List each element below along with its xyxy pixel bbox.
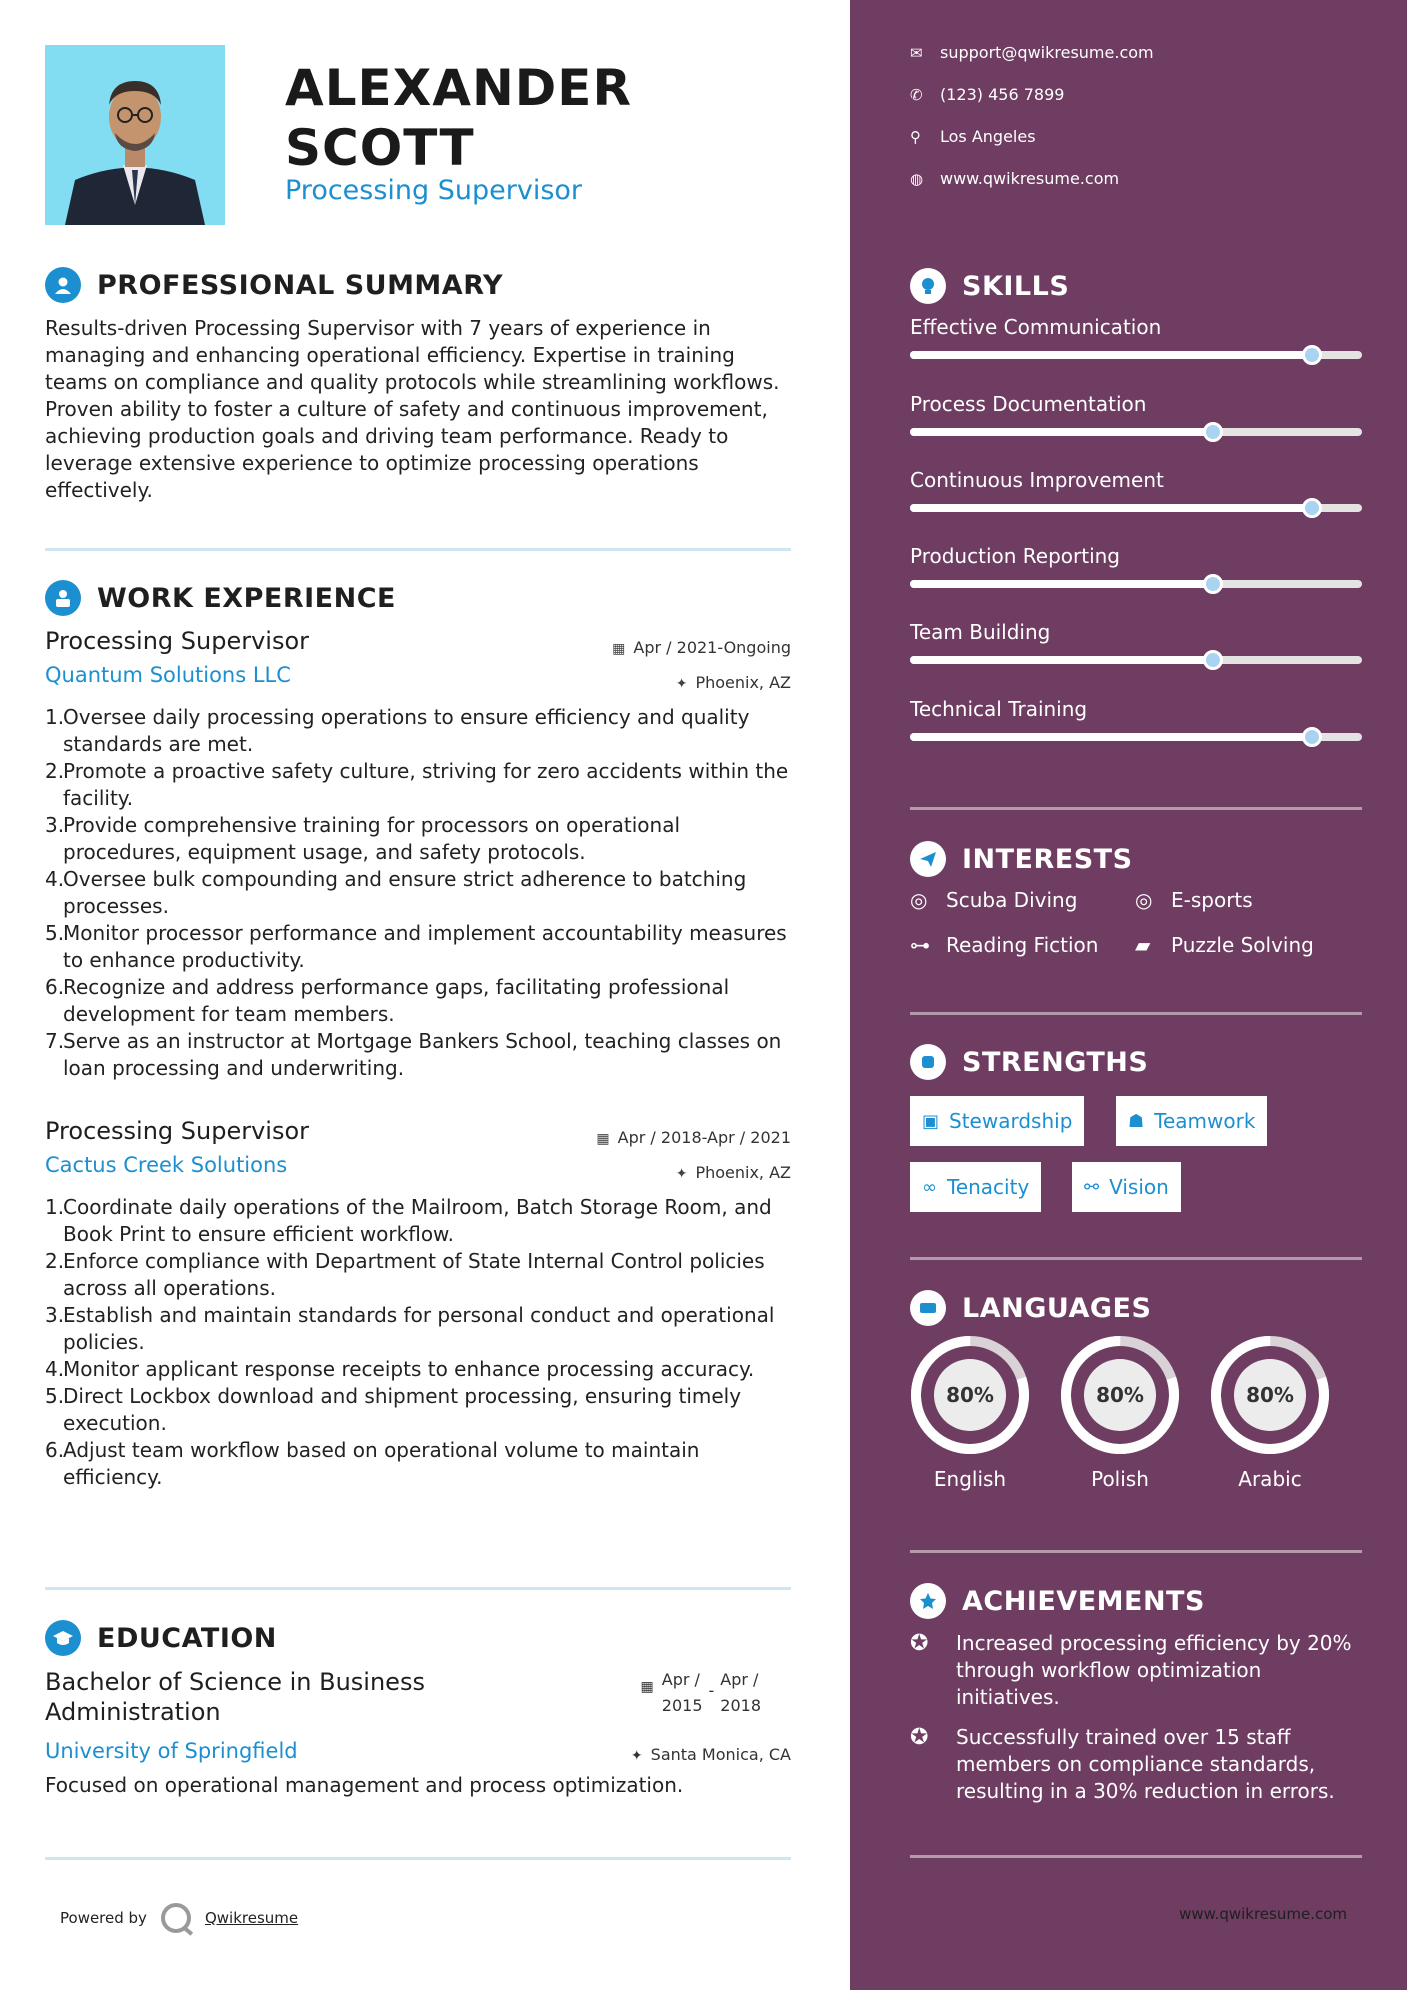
job-location: Phoenix, AZ (695, 1163, 791, 1182)
contact-website (910, 169, 1119, 188)
powered-by (60, 1903, 298, 1933)
contact-phone (910, 85, 1064, 104)
skill-bar (910, 351, 1362, 359)
job-dates: Apr / 2021-Ongoing (633, 638, 791, 657)
skill-item (910, 697, 1362, 741)
interests-heading: INTERESTS (962, 843, 1133, 875)
skill-bar (910, 504, 1362, 512)
skill-bar-knob (1302, 498, 1322, 518)
language-percent: 80% (946, 1383, 994, 1407)
language-name: English (933, 1467, 1007, 1491)
pin-icon: ✦ (675, 676, 688, 692)
start-month: Apr / (661, 1670, 700, 1689)
skill-bar-knob (1203, 650, 1223, 670)
achievement-item (910, 1630, 1362, 1711)
sidebar (850, 0, 1407, 1990)
skill-name: Technical Training (910, 697, 1088, 721)
skill-bar (910, 580, 1362, 588)
education-dates (641, 1667, 761, 1719)
language-item (910, 1335, 1030, 1491)
star-icon: ✪ (910, 1725, 929, 1750)
interests-section-header (910, 841, 1133, 877)
user-icon (45, 267, 81, 303)
list-item: 6. Adjust team workflow based on operational volume to maintain efficiency. (45, 1438, 700, 1489)
language-ring (1060, 1335, 1180, 1455)
skill-bar (910, 428, 1362, 436)
achievement-text: Successfully trained over 15 staff members on compliance standards, resulting in a 30% reduction in errors. (956, 1725, 1335, 1803)
section-divider (910, 1257, 1362, 1260)
list-item: 4. Oversee bulk compounding and ensure strict adherence to batching processes. (45, 867, 747, 918)
lightbulb-icon (910, 268, 946, 304)
candidate-name: ALEXANDER SCOTT (285, 59, 632, 177)
list-item: 1. Coordinate daily operations of the Mailroom, Batch Storage Room, and Book Print to ensure efficient workflow. (45, 1195, 772, 1246)
skill-bar-fill (910, 504, 1312, 512)
list-item: 6. Recognize and address performance gaps, facilitating professional development for team members. (45, 975, 730, 1026)
calendar-icon: ▦ (640, 1679, 654, 1695)
interest-item (910, 933, 1098, 957)
powered-by-label: Powered by (60, 1909, 147, 1927)
section-divider (45, 1857, 791, 1860)
skill-bar-fill (910, 656, 1213, 664)
education-school: University of Springfield (45, 1739, 298, 1763)
strength-chip (910, 1162, 1041, 1212)
skills-section-header (910, 268, 1069, 304)
contact-email (910, 43, 1154, 62)
job-meta (596, 1121, 791, 1191)
star-badge-icon (910, 1583, 946, 1619)
interest-item (1135, 933, 1314, 957)
email-text[interactable]: support@qwikresume.com (940, 43, 1154, 62)
experience-heading: WORK EXPERIENCE (97, 582, 396, 614)
summary-heading: PROFESSIONAL SUMMARY (97, 269, 504, 301)
job-meta (612, 631, 791, 701)
skill-bar-knob (1302, 727, 1322, 747)
education-section-header (45, 1620, 277, 1656)
globe-icon: ◍ (910, 169, 924, 188)
strength-label: Teamwork (1154, 1109, 1256, 1133)
strengths-heading: STRENGTHS (962, 1046, 1149, 1078)
section-divider (45, 548, 791, 551)
job-title: Processing Supervisor (45, 627, 310, 655)
education-description: Focused on operational management and process optimization. (45, 1773, 684, 1797)
education-location: Santa Monica, CA (650, 1745, 791, 1764)
list-item: 2. Enforce compliance with Department of State Internal Control policies across all operations. (45, 1249, 765, 1300)
book-icon: ▰ (1135, 933, 1151, 957)
skill-bar-fill (910, 351, 1312, 359)
list-item: 4. Monitor applicant response receipts to enhance processing accuracy. (45, 1357, 755, 1381)
skill-bar-knob (1203, 422, 1223, 442)
graduation-cap-icon (45, 1620, 81, 1656)
paper-plane-icon (910, 841, 946, 877)
skills-heading: SKILLS (962, 270, 1070, 302)
life-ring-icon: ◎ (910, 888, 928, 912)
skill-bar-knob (1203, 574, 1223, 594)
achievements-section-header (910, 1583, 1205, 1619)
star-icon: ✪ (910, 1631, 929, 1656)
strength-chip (1116, 1096, 1267, 1146)
education-location-row (631, 1745, 791, 1764)
skill-bar (910, 733, 1362, 741)
list-item: 7. Serve as an instructor at Mortgage Bankers School, teaching classes on loan processing and underwriting. (45, 1029, 782, 1080)
pin-icon: ✦ (630, 1748, 643, 1764)
skill-bar (910, 656, 1362, 664)
gamepad-icon: ⊶ (910, 933, 930, 957)
job-title: Processing Supervisor (45, 1117, 310, 1145)
skill-name: Effective Communication (910, 315, 1162, 339)
strength-chip (1072, 1162, 1181, 1212)
section-divider (910, 1012, 1362, 1015)
list-item: 3. Establish and maintain standards for personal conduct and operational policies. (45, 1303, 775, 1354)
section-divider (910, 1855, 1362, 1858)
job-company: Quantum Solutions LLC (45, 663, 291, 687)
skill-name: Continuous Improvement (910, 468, 1164, 492)
qwikresume-link[interactable]: Qwikresume (204, 1909, 299, 1927)
job-bullets (45, 1194, 791, 1491)
phone-text: (123) 456 7899 (940, 85, 1065, 104)
language-name: Arabic (1238, 1467, 1302, 1491)
calendar-icon: ▦ (596, 1131, 610, 1147)
language-ring (1210, 1335, 1330, 1455)
profile-photo (45, 45, 225, 225)
education-heading: EDUCATION (97, 1622, 277, 1654)
skill-item (910, 392, 1362, 436)
interest-label: Scuba Diving (946, 888, 1078, 912)
language-name: Polish (1091, 1467, 1149, 1491)
list-item: 1. Oversee daily processing operations to ensure efficiency and quality standards are met. (45, 705, 750, 756)
interest-label: Puzzle Solving (1171, 933, 1314, 957)
strength-label: Tenacity (947, 1175, 1030, 1199)
job-bullets (45, 704, 791, 1082)
experience-section-header (45, 580, 396, 616)
list-item: 5. Monitor processor performance and implement accountability measures to enhance productivity. (45, 921, 787, 972)
education-entry (45, 1667, 791, 1797)
skill-name: Team Building (910, 620, 1051, 644)
candidate-title: Processing Supervisor (285, 175, 583, 206)
interest-item (1135, 888, 1253, 912)
skill-item (910, 620, 1362, 664)
skill-bar-knob (1302, 345, 1322, 365)
skill-bar-fill (910, 428, 1213, 436)
footer-website[interactable]: www.qwikresume.com (1179, 1905, 1347, 1923)
users-icon: ☗ (1128, 1110, 1145, 1132)
languages-section-header (910, 1290, 1151, 1326)
language-ring (910, 1335, 1030, 1455)
location-text: Los Angeles (940, 127, 1036, 146)
translate-icon (910, 1290, 946, 1326)
job-company: Cactus Creek Solutions (45, 1153, 288, 1177)
fist-icon (910, 1044, 946, 1080)
summary-text: Results-driven Processing Supervisor with 7 years of experience in managing and enhancing operational efficiency. Expertise in training teams on compliance and quality protocols while streamlining workflows. Proven ability to foster a culture of safety and continuous improvement, achieving production goals and driving team performance. Ready to leverage extensive experience to optimize processing operations effectively. (45, 316, 780, 502)
envelope-icon: ✉ (910, 43, 923, 62)
date-separator: - (708, 1681, 715, 1700)
interest-item (910, 888, 1077, 912)
list-item: 3. Provide comprehensive training for processors on operational procedures, equipment usage, and safety protocols. (45, 813, 681, 864)
job-entry (45, 627, 791, 1082)
contact-location (910, 127, 1036, 146)
achievement-text: Increased processing efficiency by 20% through workflow optimization initiatives. (956, 1631, 1352, 1709)
job-location: Phoenix, AZ (695, 673, 791, 692)
language-percent: 80% (1246, 1383, 1294, 1407)
skill-bar-fill (910, 580, 1213, 588)
skill-bar-fill (910, 733, 1312, 741)
briefcase-user-icon (45, 580, 81, 616)
education-degree: Bachelor of Science in Business Administration (45, 1668, 425, 1726)
strength-chip (910, 1096, 1084, 1146)
end-month: Apr / (720, 1670, 759, 1689)
job-dates: Apr / 2018-Apr / 2021 (617, 1128, 791, 1147)
strength-label: Stewardship (949, 1109, 1073, 1133)
language-percent: 80% (1096, 1383, 1144, 1407)
summary-section-header (45, 267, 503, 303)
skill-item (910, 544, 1362, 588)
skill-item (910, 315, 1362, 359)
language-item (1210, 1335, 1330, 1491)
language-item (1060, 1335, 1180, 1491)
list-item: 2. Promote a proactive safety culture, striving for zero accidents within the facility. (45, 759, 789, 810)
map-marker-icon: ⚲ (910, 127, 921, 146)
achievements-heading: ACHIEVEMENTS (962, 1585, 1205, 1617)
qwikresume-logo-icon (161, 1903, 191, 1933)
pin-icon: ✦ (675, 1166, 688, 1182)
phone-icon: ✆ (910, 85, 923, 104)
life-ring-icon: ◎ (1135, 888, 1153, 912)
skill-item (910, 468, 1362, 512)
strengths-section-header (910, 1044, 1148, 1080)
skill-name: Process Documentation (910, 392, 1147, 416)
start-year: 2015 (661, 1696, 703, 1715)
job-entry (45, 1117, 791, 1491)
list-item: 5. Direct Lockbox download and shipment processing, ensuring timely execution. (45, 1384, 742, 1435)
skill-name: Production Reporting (910, 544, 1120, 568)
achievement-item (910, 1724, 1362, 1805)
website-text[interactable]: www.qwikresume.com (940, 169, 1120, 188)
languages-heading: LANGUAGES (962, 1292, 1152, 1324)
section-divider (910, 1550, 1362, 1553)
strength-label: Vision (1109, 1175, 1169, 1199)
link-icon: ∞ (922, 1176, 937, 1198)
binoculars-icon: ⚯ (1084, 1176, 1100, 1198)
section-divider (910, 807, 1362, 810)
briefcase-icon: ▣ (922, 1110, 940, 1132)
calendar-icon: ▦ (612, 641, 626, 657)
interest-label: E-sports (1171, 888, 1253, 912)
end-year: 2018 (720, 1696, 761, 1715)
section-divider (45, 1587, 791, 1590)
interest-label: Reading Fiction (946, 933, 1099, 957)
